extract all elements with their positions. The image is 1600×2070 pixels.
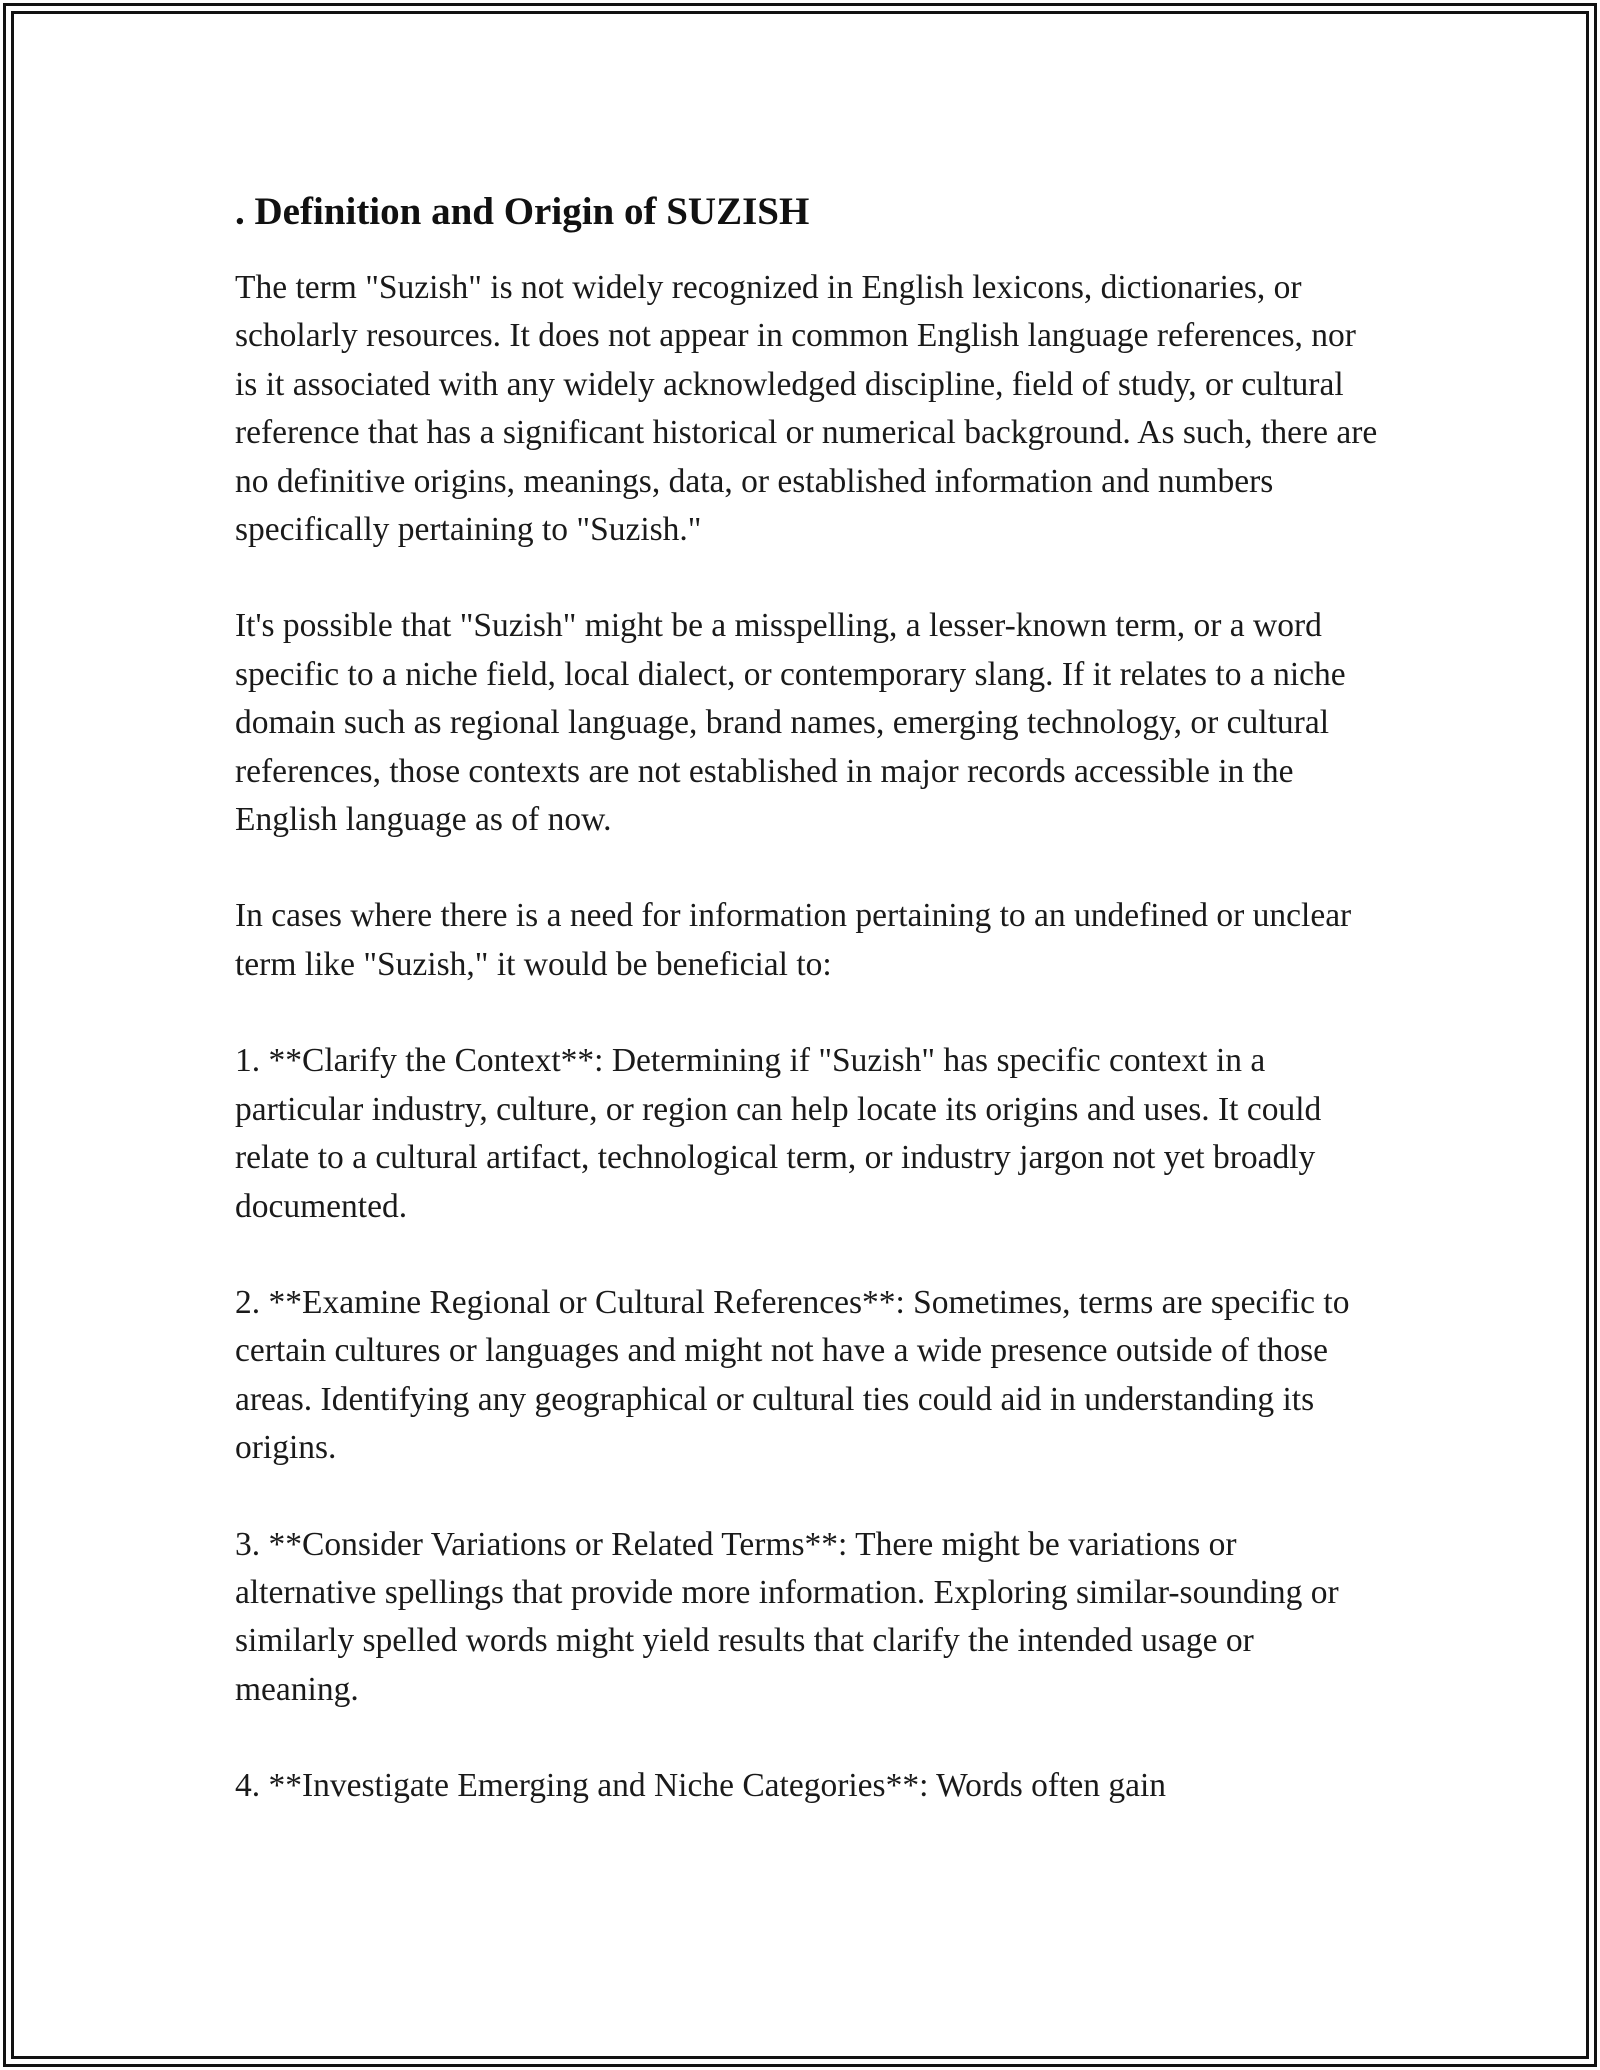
paragraph-intro: The term "Suzish" is not widely recognized in English lexicons, dictionaries, or scholarly resources. It does not appear in common English language references, nor is it associated with any widely acknowledged discipline, field of study, or cultural reference that has a significant historical or numerical background. As such, there are no definitive origins, meanings, data, or established information and numbers specifically pertaining to "Suzish." <box>235 269 1378 549</box>
list-item-variations: 3. **Consider Variations or Related Terms**: There might be variations or alternative spellings that provide more information. Exploring similar-sounding or similarly spelled words might yield results that clarify the intended usage or meaning. <box>235 1525 1339 1708</box>
paragraph-recommendations-intro: In cases where there is a need for information pertaining to an undefined or unclear term like "Suzish," it would be beneficial to: <box>235 897 1352 983</box>
list-item-regional-references: 2. **Examine Regional or Cultural References**: Sometimes, terms are specific to certain cultures or languages and might not have a wide presence outside of those areas. Identifying any geographical or cultural ties could aid in understanding its origins. <box>235 1283 1350 1467</box>
paragraph-possibilities: It's possible that "Suzish" might be a misspelling, a lesser-known term, or a word specific to a niche field, local dialect, or contemporary slang. If it relates to a niche domain such as regional language, brand names, emerging technology, or cultural references, those contexts are not established in major records accessible in the English language as of now. <box>235 607 1346 839</box>
document-title: . Definition and Origin of SUZISH <box>235 190 810 233</box>
list-item-clarify-context: 1. **Clarify the Context**: Determining if "Suzish" has specific context in a particular industry, culture, or region can help locate its origins and uses. It could relate to a cultural artifact, technological term, or industry jargon not yet broadly documented. <box>235 1042 1322 1225</box>
list-item-emerging-categories: 4. **Investigate Emerging and Niche Categories**: Words often gain <box>235 1767 1167 1805</box>
document-page <box>235 186 1380 1859</box>
